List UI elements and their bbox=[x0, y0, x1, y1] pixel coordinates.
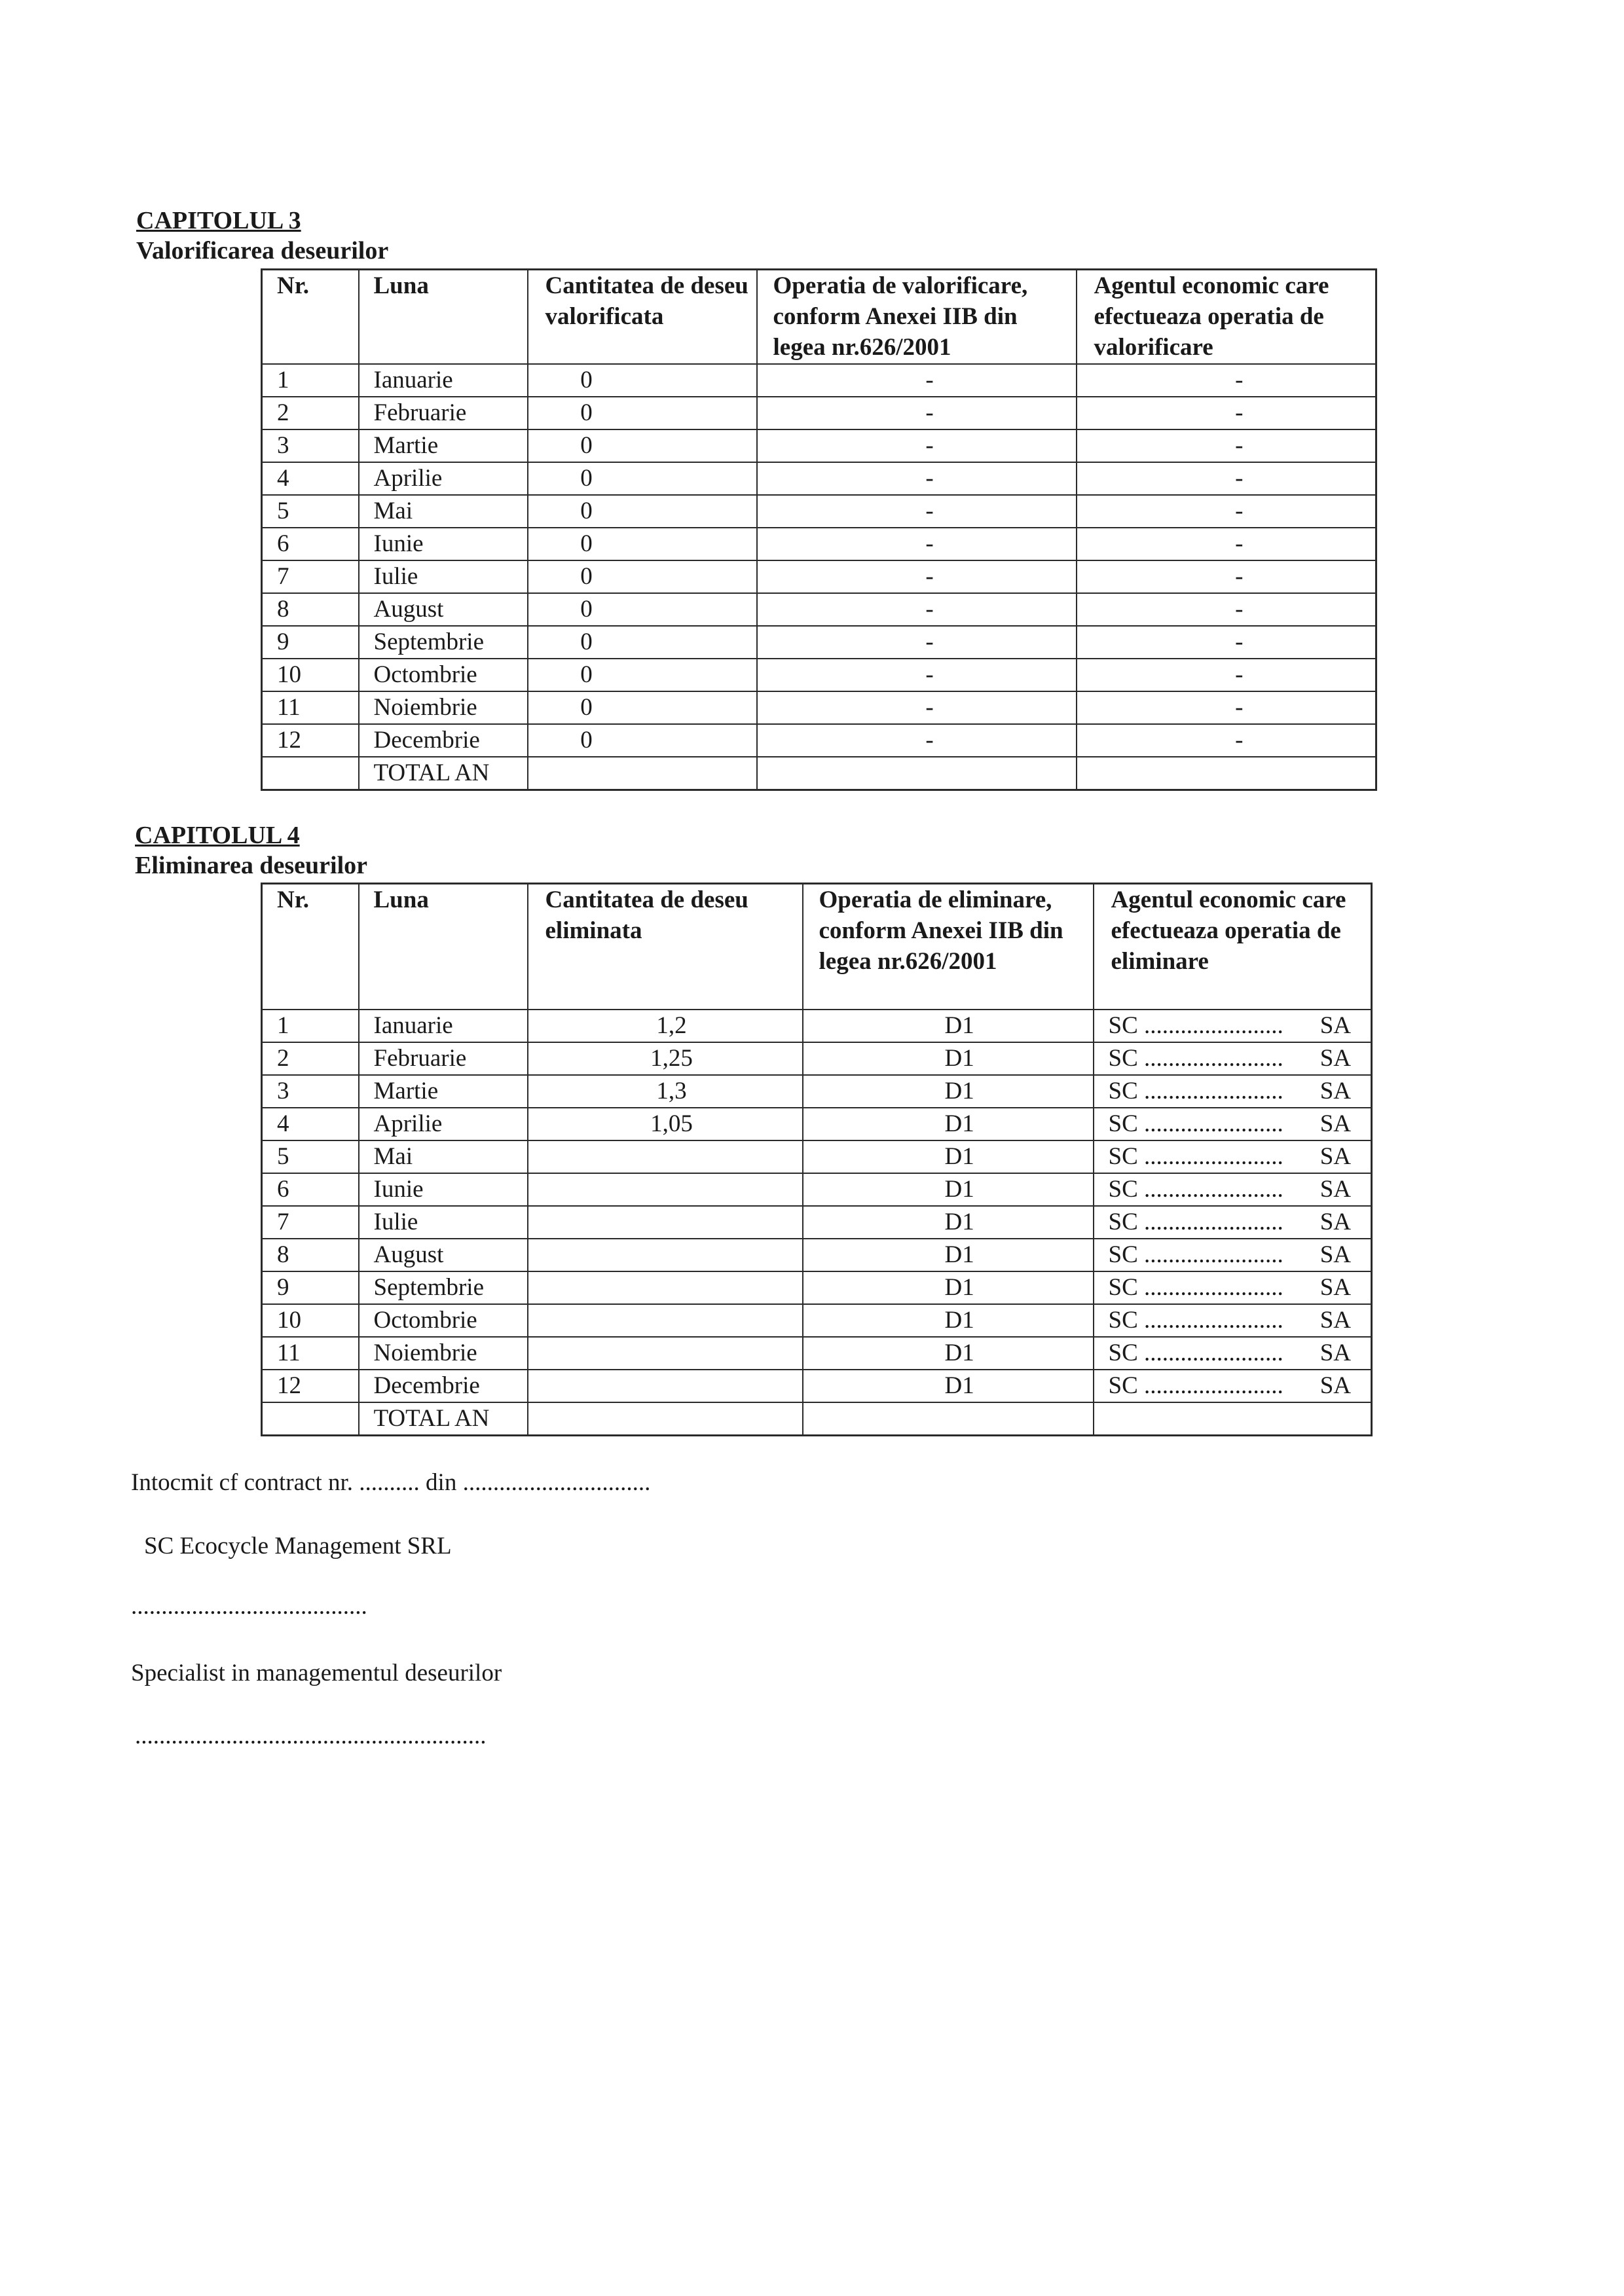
table-row bbox=[262, 593, 1376, 626]
agent-prefix: SC ....................... bbox=[1108, 1372, 1283, 1399]
cell-luna: Octombrie bbox=[359, 1304, 528, 1337]
cell-agent: - bbox=[1077, 691, 1376, 724]
cell-operatia: D1 bbox=[803, 1370, 1094, 1402]
cell-cantitate: 0 bbox=[528, 626, 757, 659]
header-luna: Luna bbox=[359, 270, 528, 364]
cell-agent: - bbox=[1077, 560, 1376, 593]
agent-prefix: SC ....................... bbox=[1108, 1339, 1283, 1366]
agent-suffix: SA bbox=[1320, 1208, 1351, 1235]
agent-value bbox=[1109, 1010, 1352, 1042]
cell-agent: - bbox=[1077, 724, 1376, 757]
agent-value bbox=[1109, 1174, 1352, 1205]
cell-nr: 11 bbox=[262, 691, 359, 724]
cell-luna: Februarie bbox=[359, 1042, 528, 1075]
cell-agent bbox=[1094, 1108, 1372, 1140]
agent-prefix: SC ....................... bbox=[1108, 1077, 1283, 1104]
agent-suffix: SA bbox=[1320, 1077, 1351, 1104]
table-row bbox=[262, 397, 1376, 429]
cell-nr: 9 bbox=[262, 626, 359, 659]
cell-agent bbox=[1094, 1042, 1372, 1075]
cell-nr: 8 bbox=[262, 593, 359, 626]
cell-cantitate: 1,25 bbox=[528, 1042, 803, 1075]
cell-operatia: - bbox=[757, 560, 1077, 593]
table-row bbox=[262, 1304, 1372, 1337]
valorificare-table bbox=[261, 268, 1377, 791]
table-row bbox=[262, 429, 1376, 462]
cell-agent: - bbox=[1077, 429, 1376, 462]
cell-nr: 12 bbox=[262, 724, 359, 757]
cell-nr: 5 bbox=[262, 1140, 359, 1173]
contract-line: Intocmit cf contract nr. .......... din ............................... bbox=[131, 1469, 651, 1496]
cell-agent bbox=[1094, 1173, 1372, 1206]
agent-value bbox=[1109, 1207, 1352, 1238]
agent-prefix: SC ....................... bbox=[1108, 1208, 1283, 1235]
cell-cantitate bbox=[528, 1173, 803, 1206]
agent-suffix: SA bbox=[1320, 1372, 1351, 1399]
cell-operatia: D1 bbox=[803, 1304, 1094, 1337]
cell-operatia: - bbox=[757, 724, 1077, 757]
cell-cantitate: 0 bbox=[528, 528, 757, 560]
cell-nr: 7 bbox=[262, 560, 359, 593]
table-row bbox=[262, 1337, 1372, 1370]
cell-luna: Decembrie bbox=[359, 724, 528, 757]
cell-empty bbox=[757, 757, 1077, 790]
cell-cantitate: 0 bbox=[528, 724, 757, 757]
cell-cantitate bbox=[528, 1337, 803, 1370]
agent-suffix: SA bbox=[1320, 1241, 1351, 1268]
cell-operatia: - bbox=[757, 495, 1077, 528]
cell-operatia: D1 bbox=[803, 1010, 1094, 1042]
cell-nr: 12 bbox=[262, 1370, 359, 1402]
cell-cantitate bbox=[528, 1304, 803, 1337]
cell-luna: Septembrie bbox=[359, 1271, 528, 1304]
agent-value bbox=[1109, 1370, 1352, 1402]
table-row bbox=[262, 1173, 1372, 1206]
header-nr: Nr. bbox=[262, 884, 359, 1010]
agent-prefix: SC ....................... bbox=[1108, 1273, 1283, 1301]
cell-luna: Aprilie bbox=[359, 1108, 528, 1140]
agent-prefix: SC ....................... bbox=[1108, 1241, 1283, 1268]
table-row bbox=[262, 724, 1376, 757]
agent-suffix: SA bbox=[1320, 1044, 1351, 1072]
cell-agent: - bbox=[1077, 626, 1376, 659]
cell-empty bbox=[262, 757, 359, 790]
cell-cantitate: 0 bbox=[528, 659, 757, 691]
table-row bbox=[262, 1370, 1372, 1402]
cell-empty bbox=[803, 1402, 1094, 1436]
cell-agent bbox=[1094, 1239, 1372, 1271]
cell-operatia: - bbox=[757, 462, 1077, 495]
cell-nr: 2 bbox=[262, 397, 359, 429]
total-row bbox=[262, 1402, 1372, 1436]
cell-operatia: D1 bbox=[803, 1042, 1094, 1075]
cell-luna: Decembrie bbox=[359, 1370, 528, 1402]
agent-value bbox=[1109, 1272, 1352, 1303]
agent-suffix: SA bbox=[1320, 1175, 1351, 1203]
agent-value bbox=[1109, 1141, 1352, 1173]
chapter-3-subtitle: Valorificarea deseurilor bbox=[136, 237, 389, 264]
cell-agent bbox=[1094, 1206, 1372, 1239]
cell-empty bbox=[262, 1402, 359, 1436]
specialist-label: Specialist in managementul deseurilor bbox=[131, 1660, 502, 1686]
cell-nr: 2 bbox=[262, 1042, 359, 1075]
signature-line-specialist: .......................................................... bbox=[135, 1722, 487, 1749]
cell-cantitate bbox=[528, 1140, 803, 1173]
chapter-4-subtitle: Eliminarea deseurilor bbox=[135, 852, 367, 879]
cell-luna: August bbox=[359, 593, 528, 626]
agent-suffix: SA bbox=[1320, 1273, 1351, 1301]
cell-cantitate bbox=[528, 1271, 803, 1304]
cell-cantitate: 0 bbox=[528, 560, 757, 593]
agent-prefix: SC ....................... bbox=[1108, 1011, 1283, 1039]
cell-nr: 8 bbox=[262, 1239, 359, 1271]
table-row bbox=[262, 1206, 1372, 1239]
cell-nr: 1 bbox=[262, 1010, 359, 1042]
agent-suffix: SA bbox=[1320, 1110, 1351, 1137]
cell-operatia: - bbox=[757, 397, 1077, 429]
agent-value bbox=[1109, 1108, 1352, 1140]
cell-agent: - bbox=[1077, 659, 1376, 691]
cell-nr: 3 bbox=[262, 429, 359, 462]
cell-operatia: D1 bbox=[803, 1337, 1094, 1370]
table-row bbox=[262, 1075, 1372, 1108]
cell-nr: 4 bbox=[262, 462, 359, 495]
cell-luna: Octombrie bbox=[359, 659, 528, 691]
cell-nr: 6 bbox=[262, 528, 359, 560]
cell-agent bbox=[1094, 1010, 1372, 1042]
cell-cantitate: 1,2 bbox=[528, 1010, 803, 1042]
eliminare-table bbox=[261, 883, 1373, 1436]
cell-empty bbox=[1094, 1402, 1372, 1436]
cell-nr: 7 bbox=[262, 1206, 359, 1239]
header-luna: Luna bbox=[359, 884, 528, 1010]
agent-value bbox=[1109, 1305, 1352, 1336]
cell-cantitate bbox=[528, 1206, 803, 1239]
cell-luna: Iunie bbox=[359, 1173, 528, 1206]
table-row bbox=[262, 691, 1376, 724]
cell-luna: August bbox=[359, 1239, 528, 1271]
cell-cantitate: 0 bbox=[528, 429, 757, 462]
cell-cantitate: 1,05 bbox=[528, 1108, 803, 1140]
cell-cantitate: 1,3 bbox=[528, 1075, 803, 1108]
agent-value bbox=[1109, 1043, 1352, 1074]
cell-luna: Septembrie bbox=[359, 626, 528, 659]
cell-agent bbox=[1094, 1271, 1372, 1304]
cell-operatia: D1 bbox=[803, 1075, 1094, 1108]
agent-suffix: SA bbox=[1320, 1339, 1351, 1366]
cell-nr: 9 bbox=[262, 1271, 359, 1304]
cell-luna: Noiembrie bbox=[359, 1337, 528, 1370]
chapter-4-title: CAPITOLUL 4 bbox=[135, 822, 300, 849]
cell-operatia: D1 bbox=[803, 1173, 1094, 1206]
cell-luna: Ianuarie bbox=[359, 364, 528, 397]
cell-nr: 10 bbox=[262, 1304, 359, 1337]
cell-operatia: D1 bbox=[803, 1108, 1094, 1140]
cell-agent bbox=[1094, 1075, 1372, 1108]
table-row bbox=[262, 1239, 1372, 1271]
table-row bbox=[262, 1010, 1372, 1042]
table-row bbox=[262, 528, 1376, 560]
cell-agent bbox=[1094, 1304, 1372, 1337]
table-row bbox=[262, 364, 1376, 397]
header-cantitate: Cantitatea de deseu valorificata bbox=[528, 270, 757, 364]
cell-operatia: D1 bbox=[803, 1140, 1094, 1173]
signature-line-company: ....................................... bbox=[131, 1593, 367, 1620]
cell-cantitate: 0 bbox=[528, 364, 757, 397]
company-name: SC Ecocycle Management SRL bbox=[144, 1533, 452, 1559]
agent-prefix: SC ....................... bbox=[1108, 1142, 1283, 1170]
cell-agent bbox=[1094, 1337, 1372, 1370]
cell-luna: Iunie bbox=[359, 528, 528, 560]
agent-suffix: SA bbox=[1320, 1142, 1351, 1170]
agent-prefix: SC ....................... bbox=[1108, 1044, 1283, 1072]
cell-luna: Februarie bbox=[359, 397, 528, 429]
cell-luna: Iulie bbox=[359, 1206, 528, 1239]
agent-value bbox=[1109, 1338, 1352, 1369]
total-label: TOTAL AN bbox=[359, 1402, 528, 1436]
cell-nr: 6 bbox=[262, 1173, 359, 1206]
cell-operatia: - bbox=[757, 593, 1077, 626]
header-cantitate: Cantitatea de deseu eliminata bbox=[528, 884, 803, 1010]
cell-luna: Mai bbox=[359, 1140, 528, 1173]
cell-nr: 4 bbox=[262, 1108, 359, 1140]
cell-agent bbox=[1094, 1140, 1372, 1173]
table-row bbox=[262, 1271, 1372, 1304]
cell-agent: - bbox=[1077, 528, 1376, 560]
cell-agent bbox=[1094, 1370, 1372, 1402]
cell-nr: 5 bbox=[262, 495, 359, 528]
total-label: TOTAL AN bbox=[359, 757, 528, 790]
cell-operatia: - bbox=[757, 659, 1077, 691]
cell-cantitate: 0 bbox=[528, 462, 757, 495]
cell-nr: 1 bbox=[262, 364, 359, 397]
table-row bbox=[262, 560, 1376, 593]
table-row bbox=[262, 495, 1376, 528]
cell-luna: Martie bbox=[359, 1075, 528, 1108]
agent-prefix: SC ....................... bbox=[1108, 1110, 1283, 1137]
agent-value bbox=[1109, 1239, 1352, 1271]
cell-operatia: - bbox=[757, 429, 1077, 462]
cell-empty bbox=[528, 1402, 803, 1436]
table-row bbox=[262, 1042, 1372, 1075]
agent-suffix: SA bbox=[1320, 1011, 1351, 1039]
total-row bbox=[262, 757, 1376, 790]
cell-cantitate: 0 bbox=[528, 495, 757, 528]
cell-luna: Aprilie bbox=[359, 462, 528, 495]
cell-cantitate bbox=[528, 1370, 803, 1402]
header-agent: Agentul economic care efectueaza operatia de valorificare bbox=[1077, 270, 1376, 364]
cell-operatia: D1 bbox=[803, 1206, 1094, 1239]
cell-cantitate: 0 bbox=[528, 691, 757, 724]
header-operatia: Operatia de eliminare, conform Anexei IIB din legea nr.626/2001 bbox=[803, 884, 1094, 1010]
cell-operatia: - bbox=[757, 691, 1077, 724]
cell-agent: - bbox=[1077, 593, 1376, 626]
cell-empty bbox=[1077, 757, 1376, 790]
agent-suffix: SA bbox=[1320, 1306, 1351, 1334]
cell-cantitate bbox=[528, 1239, 803, 1271]
cell-operatia: - bbox=[757, 364, 1077, 397]
cell-agent: - bbox=[1077, 397, 1376, 429]
cell-luna: Ianuarie bbox=[359, 1010, 528, 1042]
cell-operatia: - bbox=[757, 626, 1077, 659]
cell-luna: Martie bbox=[359, 429, 528, 462]
cell-luna: Iulie bbox=[359, 560, 528, 593]
cell-cantitate: 0 bbox=[528, 593, 757, 626]
cell-cantitate: 0 bbox=[528, 397, 757, 429]
cell-operatia: D1 bbox=[803, 1239, 1094, 1271]
agent-value bbox=[1109, 1076, 1352, 1107]
cell-operatia: - bbox=[757, 528, 1077, 560]
table-header-row bbox=[262, 270, 1376, 364]
cell-agent: - bbox=[1077, 495, 1376, 528]
agent-prefix: SC ....................... bbox=[1108, 1306, 1283, 1334]
cell-nr: 11 bbox=[262, 1337, 359, 1370]
agent-prefix: SC ....................... bbox=[1108, 1175, 1283, 1203]
table-row bbox=[262, 626, 1376, 659]
cell-luna: Mai bbox=[359, 495, 528, 528]
table-row bbox=[262, 1108, 1372, 1140]
table-header-row bbox=[262, 884, 1372, 1010]
table-row bbox=[262, 1140, 1372, 1173]
chapter-3-title: CAPITOLUL 3 bbox=[136, 207, 301, 234]
cell-agent: - bbox=[1077, 364, 1376, 397]
header-nr: Nr. bbox=[262, 270, 359, 364]
cell-nr: 3 bbox=[262, 1075, 359, 1108]
table-row bbox=[262, 659, 1376, 691]
table-row bbox=[262, 462, 1376, 495]
cell-luna: Noiembrie bbox=[359, 691, 528, 724]
header-operatia: Operatia de valorificare, conform Anexei IIB din legea nr.626/2001 bbox=[757, 270, 1077, 364]
cell-agent: - bbox=[1077, 462, 1376, 495]
cell-empty bbox=[528, 757, 757, 790]
cell-operatia: D1 bbox=[803, 1271, 1094, 1304]
header-agent: Agentul economic care efectueaza operatia de eliminare bbox=[1094, 884, 1372, 1010]
cell-nr: 10 bbox=[262, 659, 359, 691]
